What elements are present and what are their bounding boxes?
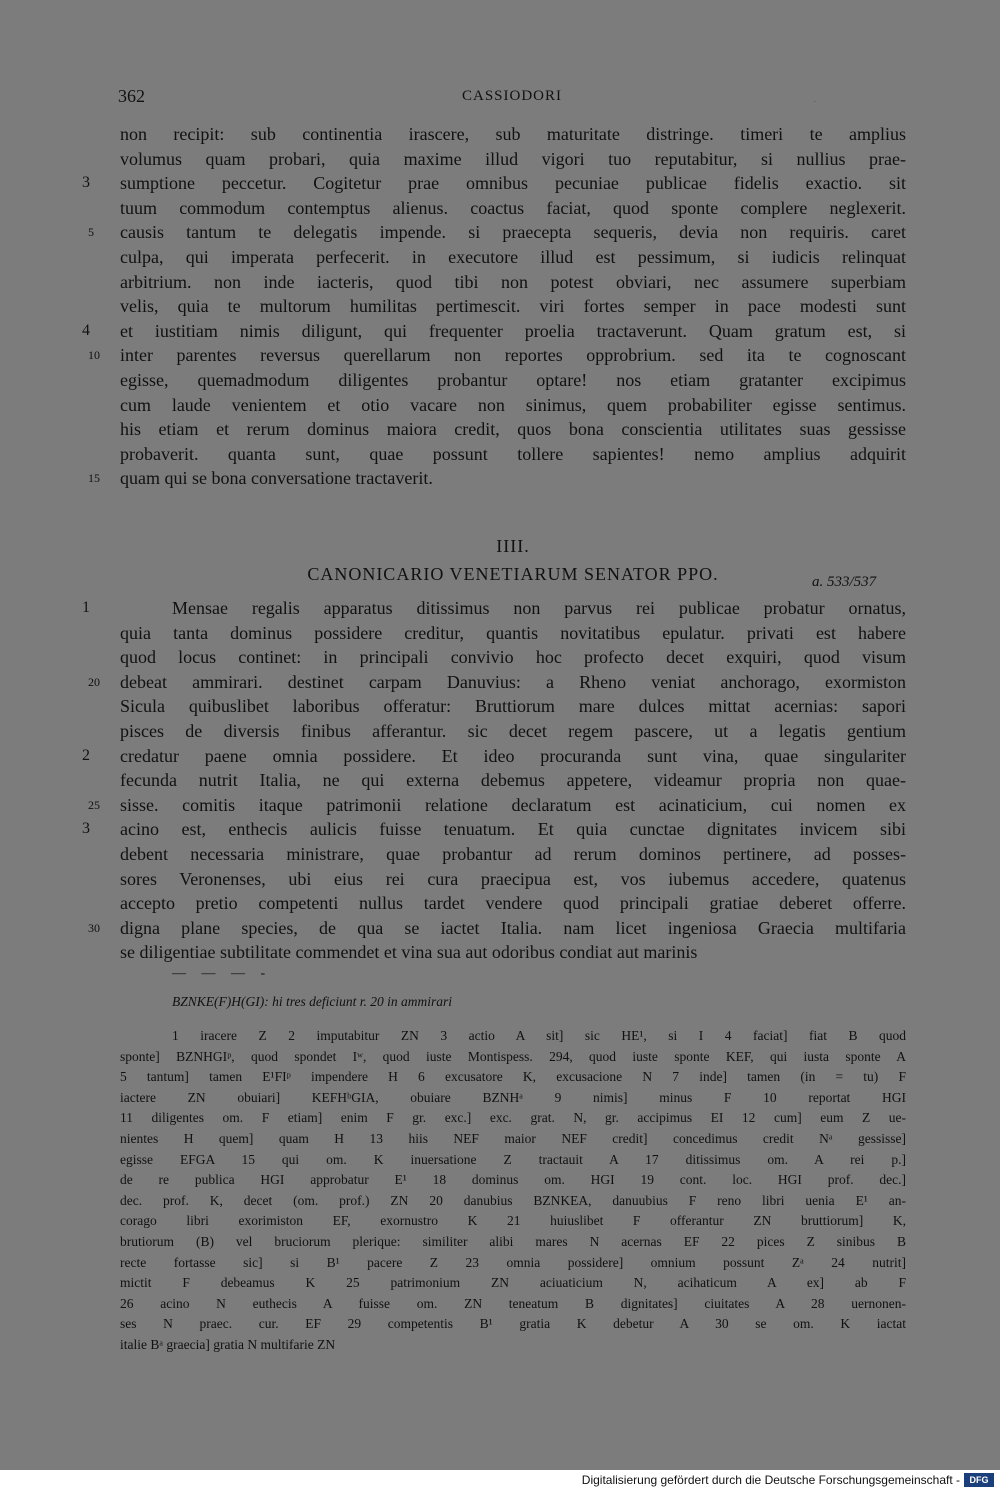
line-text: volumus quam probari, quia maxime illud vigori tuo reputabitur, si nullius prae-	[120, 148, 906, 169]
line-text: debeat ammirari. destinet carpam Danuvius: a Rheno veniat anchorago, exormiston	[120, 671, 906, 692]
apparatus-line: corago libri exorimiston EF, exornustro K 21 huiuslibet F offerantur ZN bruttiorum] K,	[120, 1213, 906, 1229]
text-line	[120, 940, 906, 965]
text-line	[82, 817, 906, 842]
text-line	[120, 621, 906, 646]
margin-number: 20	[88, 674, 100, 689]
apparatus-line: italie Bᵃ graecia] gratia N multifarie ZN	[120, 1336, 336, 1352]
text-line	[120, 842, 906, 867]
line-text: non recipit: sub continentia irascere, sub maturitate distringe. timeri te amplius	[120, 124, 906, 144]
text-line	[120, 867, 906, 892]
apparatus-line: ses N praec. cur. EF 29 competentis B¹ gratia K debetur A 30 se om. K iactat	[120, 1316, 906, 1332]
apparatus-line: brutiorum (B) vel bruciorum plerique: similiter alibi mares N acernas EF 22 pices Z sinibus B	[120, 1233, 906, 1249]
line-text: et iustitiam nimis diligunt, qui frequenter proelia tractaverunt. Quam gratum est, si	[120, 320, 906, 341]
line-text: pisces de diversis finibus afferantur. sic decet regem pascere, ut a legatis gentium	[120, 720, 906, 741]
margin-number: 30	[88, 920, 100, 935]
apparatus-line: 11 diligentes om. F etiam] enim F gr. exc.] exc. grat. N, gr. accipimus EI 12 cum] eum Z ue-	[120, 1110, 906, 1126]
apparatus-line: 5 tantum] tamen E¹FIᵖ impendere H 6 excusatore K, excusacione N 7 inde] tamen (in = tu) F	[120, 1069, 906, 1085]
line-text: arbitrium. non inde iacteris, quod tibi non potest obviari, nec assumere superbiam	[120, 271, 906, 292]
line-text: probaverit. quanta sunt, quae possunt tollere sapientes! nemo amplius adquirit	[120, 443, 906, 464]
footer-bar	[0, 1470, 1000, 1491]
line-text: debent necessaria ministrare, quae probantur ad rerum dominos pertinere, ad posses-	[120, 843, 906, 864]
apparatus-line: de re publica HGI approbatur E¹ 18 dominus om. HGI 19 cont. loc. HGI prof. dec.]	[120, 1172, 906, 1188]
line-text: culpa, qui imperata perfecerit. in executore illud est pessimum, si iudicis relinquat	[120, 246, 906, 267]
section-date: a. 533/537	[812, 574, 877, 590]
line-text: acino est, enthecis aulicis fuisse tenuatum. Et quia cunctae dignitates invicem sibi	[120, 819, 906, 840]
text-line	[82, 744, 906, 769]
line-text: inter parentes reversus querellarum non reportes opprobrium. sed ita te cognoscant	[120, 345, 906, 366]
running-head	[118, 86, 906, 110]
apparatus-line: 26 acino N euthecis A fuisse om. ZN teneatum B dignitates] ciuitates A 28 uernonen-	[120, 1295, 906, 1311]
text-line	[120, 442, 906, 467]
line-text: sores Veronenses, ubi eius rei cura praecipua est, vos iubemus accedere, quatenus	[120, 868, 906, 889]
page-number: 362	[118, 86, 145, 106]
apparatus-line: egisse EFGA 15 qui om. K inuersatione Z tractauit A 17 ditissimus om. A rei p.]	[120, 1151, 906, 1167]
text-line	[82, 596, 906, 621]
margin-number: 2	[82, 746, 90, 764]
apparatus-line: dec. prof. K, decet (om. prof.) ZN 20 danubius BZNKEA, danuubius F reno libri uenia E¹ an-	[120, 1192, 906, 1208]
margin-number: 4	[82, 321, 90, 339]
line-text: Mensae regalis apparatus ditissimus non parvus rei publicae probatur ornatus,	[172, 598, 906, 618]
line-text: cum laude venientem et otio vacare non sinimus, quem probabiliter egisse sentimus.	[120, 394, 906, 415]
text-line	[120, 368, 906, 393]
margin-number: 5	[88, 225, 94, 240]
main-text-part1	[82, 122, 906, 491]
text-line	[120, 768, 906, 793]
dfg-logo: DFG	[964, 1473, 994, 1487]
text-line	[82, 319, 906, 344]
line-text: quia tanta dominus possidere creditur, quantis novitatibus epulatur. privati est habere	[120, 622, 906, 643]
main-text-part2	[82, 596, 906, 965]
line-text: Sicula quibuslibet laboribus offeratur: Bruttiorum mare dulces mittat acernias: sapori	[120, 696, 906, 717]
text-line	[120, 891, 906, 916]
apparatus-line: sponte] BZNHGIᵖ, quod spondet Iʷ, quod iuste Montispess. 294, quod iuste sponte KEF, qui iusta sponte A	[120, 1048, 906, 1064]
line-text: quam qui se bona conversatione tractaverit.	[120, 468, 433, 489]
apparatus-line: 1 iracere Z 2 imputabitur ZN 3 actio A sit] sic HE¹, si I 4 faciat] fiat B quod	[172, 1028, 906, 1043]
margin-number: 3	[82, 820, 90, 838]
text-line	[120, 196, 906, 221]
line-text: se diligentiae subtilitate commendet et vina sua aut odoribus condiat aut marinis	[120, 942, 698, 963]
line-text: egisse, quemadmodum diligentes probantur optare! nos etiam gratanter excipimus	[120, 369, 906, 390]
text-line	[120, 122, 906, 147]
line-text: sisse. comitis itaque patrimonii relatione declaratum est acinaticium, cui nomen ex	[120, 794, 906, 815]
line-text: his etiam et rerum dominus maiora credit, quos bona conscientia utilitates suas gessisse	[120, 419, 906, 440]
margin-number: 3	[82, 174, 90, 192]
margin-number: 1	[82, 599, 90, 616]
apparatus-intro: BZNKE(F)H(GI): hi tres deficiunt r. 20 in ammirari	[172, 994, 452, 1009]
margin-number: 25	[88, 797, 100, 812]
text-line	[120, 294, 906, 319]
text-line	[120, 417, 906, 442]
line-text: digna plane species, de qua se iactet Italia. nam licet ingeniosa Graecia multifaria	[120, 917, 906, 938]
line-text: causis tantum te delegatis impende. si praecepta sequeris, devia non requiris. caret	[120, 222, 906, 243]
text-line	[88, 793, 906, 818]
text-line	[120, 719, 906, 744]
line-text: accepto pretio competenti nullus tardet vendere quod principali gratiae deberet offerre.	[120, 893, 906, 914]
text-line	[88, 466, 906, 491]
text-line	[88, 343, 906, 368]
line-text: sumptione peccetur. Cogitetur prae omnibus pecuniae publicae fidelis exactio. sit	[120, 173, 906, 194]
text-line	[82, 171, 906, 196]
apparatus-line: mictit F debeamus K 25 patrimonium ZN aciuaticium N, acihaticum A ex] ab F	[120, 1275, 906, 1291]
text-line	[120, 393, 906, 418]
critical-apparatus	[120, 1026, 906, 1356]
line-text: fecunda nutrit Italia, ne qui externa debemus appetere, videamur propria non quae-	[120, 770, 906, 791]
header-mark: .	[813, 94, 816, 104]
margin-number: 10	[88, 348, 100, 363]
text-line	[120, 694, 906, 719]
separator-dashes: — — — -	[172, 966, 272, 981]
apparatus-line: recte fortasse sic] si B¹ pacere Z 23 omnia possidere] omnium possunt Zᵃ 24 nutrit]	[120, 1254, 906, 1270]
text-line	[88, 916, 906, 941]
text-line	[88, 670, 906, 695]
footer-text: Digitalisierung gefördert durch die Deutsche Forschungsgemeinschaft -	[581, 1473, 960, 1487]
running-title: CASSIODORI	[461, 88, 562, 104]
apparatus-line: nientes H quem] quam H 13 hiis NEF maior NEF credit] concedimus credit Nᵃ gessisse]	[120, 1130, 906, 1146]
text-line	[120, 147, 906, 172]
text-line	[120, 270, 906, 295]
section-number: IIII.	[496, 536, 530, 556]
line-text: tuum commodum contemptus alienus. coactus faciat, quod sponte complere neglexerit.	[120, 197, 906, 218]
apparatus-line: iactere ZN obuiari] KEFHᵇGIA, obuiare BZNHᵃ 9 nimis] minus F 10 reportat HGI	[120, 1089, 906, 1105]
text-line	[88, 220, 906, 245]
line-text: velis, quia te multorum humilitas pertimescit. viri fortes semper in pace modesti sunt	[120, 296, 906, 317]
margin-number: 15	[88, 471, 100, 486]
section-title: CANONICARIO VENETIARUM SENATOR PPO.	[307, 564, 719, 584]
line-text: quod locus continet: in principali convivio hoc profecto decet exquiri, quod visum	[120, 647, 906, 668]
text-line	[120, 245, 906, 270]
line-text: credatur paene omnia possidere. Et ideo procuranda sunt vina, quae singulariter	[120, 745, 906, 766]
text-line	[120, 645, 906, 670]
